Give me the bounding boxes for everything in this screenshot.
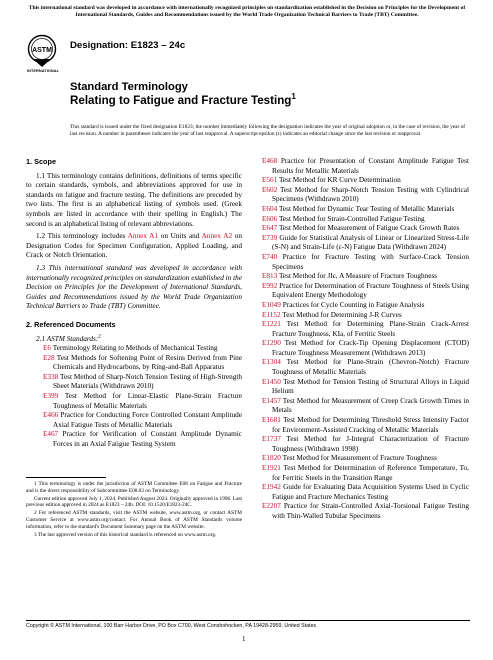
ref-title: Test Method for Determining Plane-Strain Crack-Arrest Fracture Toughness, KIa, of Ferritic Steels [272,320,469,338]
ref-item [262,378,469,397]
astm-logo-icon [27,34,57,70]
annex-a2-link[interactable]: Annex A2 [201,232,233,241]
ref-code-link[interactable]: E466 [43,411,59,420]
refdocs-heading: 2. Referenced Documents [26,319,116,329]
ref-code-link[interactable]: E1921 [262,464,281,472]
ref-code-link[interactable]: E813 [262,272,278,281]
ref-code-link[interactable]: E2207 [262,502,281,511]
ref-item [262,282,469,301]
ref-item [262,205,469,215]
ref-item [262,224,469,234]
ref-code-link[interactable]: E28 [43,353,55,362]
ref-title: Practice for Verification of Constant Amplitude Dynamic Forces in an Axial Fatigue Testing System [53,430,242,449]
page-number: 1 [242,635,246,643]
scope-heading: 1. Scope [26,157,57,166]
ref-item [43,344,242,354]
ref-code-link[interactable]: E647 [262,224,278,233]
ref-code-link[interactable]: E1152 [262,310,281,319]
ref-title: Test Method for Tension Testing of Structural Alloys in Liquid Helium [272,377,469,396]
ref-item [262,483,469,502]
scope-para-3: 1.3 This international standard was developed in accordance with internationally recognized principles on standardization established in the Decision on Principles for the Development of International Standards, Guides and Recommendations issued by the World Trade Organization Technical Barriers to Trade (TBT) Committee. [26,263,242,311]
logo-wordmark: INTERNATIONAL [26,69,60,73]
ref-item [43,354,242,373]
ref-item [262,358,469,377]
ref-code-link[interactable]: E1049 [262,300,281,309]
footnote: Current edition approved July 1, 2024. Published August 2024. Originally approved in 1996. Last previous edition approved in 2024 as E1823 – 24b. DOI: 10.1520/E1823-24C. [26,495,242,509]
ref-title: Test Method for Plane-Strain (Chevron-Notch) Fracture Toughness of Metallic Materials [272,358,469,377]
ref-item [262,301,469,311]
ref-title: Test Method for Linear-Elastic Plane-Strain Fracture Toughness of Metallic Materials [53,392,242,410]
ref-title: Test Method of Sharp-Notch Tension Testing of High-Strength Sheet Materials (Withdrawn 2010) [53,372,242,391]
scope-para-2-text-c: on Designation Codes for Specimen Configuration, Applied Loading, and Crack or Notch Orientation. [26,232,242,260]
refdocs-footnote-ref[interactable]: 2 [98,333,101,340]
ref-code-link[interactable]: E992 [262,281,278,290]
ref-title: Practice for Determination of Fracture Toughness of Steels Using Equivalent Energy Methodology [272,281,469,300]
ref-code-link[interactable]: E1304 [262,358,281,367]
ref-code-link[interactable]: E1221 [262,320,281,329]
ref-title: Practice for Presentation of Constant Amplitude Fatigue Test Results for Metallic Materials [272,157,469,175]
ref-code-link[interactable]: E1450 [262,377,281,386]
title-line-1: Standard Terminology [70,81,188,93]
ref-code-link[interactable]: E6 [43,344,52,353]
ref-item [262,272,469,282]
ref-item [43,430,242,449]
footnote: 3 The last approved version of this historical standard is referenced on www.astm.org. [34,531,217,538]
ref-title: Practice for Conducting Force Controlled Constant Amplitude Axial Fatigue Tests of Metallic Materials [53,411,242,429]
ref-title: Test Method for Measurement of Fatigue Crack Growth Rates [277,224,460,233]
bottom-divider [26,620,470,621]
refdocs-intro [26,335,242,345]
ref-code-link[interactable]: E1820 [262,454,281,463]
ref-code-link[interactable]: E1290 [262,339,281,348]
refdocs-intro-text: 2.1 ASTM Standards: [36,334,99,343]
ref-item [262,435,469,454]
ref-title: Test Methods for Softening Point of Resins Derived from Pine Chemicals and Hydrocarbons, by Ring-and-Ball Apparatus [53,353,242,372]
ref-item [262,234,469,253]
ref-item [262,186,469,205]
scope-para-2-text-b: on Units and [158,232,202,241]
scope-para-2 [26,232,242,261]
ref-title: Guide for Statistical Analysis of Linear or Linearized Stress-Life (S-N) and Strain-Life (ε-N) Fatigue Data (Withdrawn 2024) [272,233,469,252]
ref-item [262,339,469,358]
ref-item [262,464,469,483]
ref-title: Test Method for KR Curve Determination [277,176,401,185]
ref-title: Test Method for JIc, A Measure of Fracture Toughness [277,272,438,281]
title-text: Relating to Fatigue and Fracture Testing [70,94,292,107]
ref-title: Test Method for J-Integral Characterization of Fracture Toughness (Withdrawn 1998) [272,435,469,453]
ref-item [43,411,242,430]
ref-code-link[interactable]: E467 [43,430,59,439]
ref-code-link[interactable]: E338 [43,372,59,381]
ref-item [43,392,242,411]
copyright-line: Copyright © ASTM International, 100 Barr Harbor Drive, PO Box C700, West Conshohocken, PA 19428-2959. United States [26,623,317,629]
ref-title: Test Method for Sharp-Notch Tension Testing with Cylindrical Specimens (Withdrawn 2010) [272,185,469,204]
ref-item [262,215,469,225]
ref-code-link[interactable]: E468 [262,157,278,165]
ref-item [262,320,469,339]
annex-a1-link[interactable]: Annex A1 [127,232,159,241]
title-line-2 [70,94,296,107]
ref-title: Practices for Cycle Counting in Fatigue Analysis [280,300,425,309]
ref-code-link[interactable]: E604 [262,204,278,213]
ref-title: Test Method for Dynamic Tear Testing of Metallic Materials [277,204,455,213]
ref-code-link[interactable]: E1942 [262,483,281,492]
ref-title: Test Method for Measurement of Fracture Toughness [280,454,437,463]
ref-title: Practice for Strain-Controlled Axial-Torsional Fatigue Testing with Thin-Walled Tubular Specimens [272,502,469,520]
ref-code-link[interactable]: E740 [262,252,278,261]
ref-code-link[interactable]: E399 [43,392,59,401]
ref-list-right [262,157,469,522]
svg-text:ASTM: ASTM [32,47,52,54]
designation: Designation: E1823 – 24c [70,40,186,51]
ref-code-link[interactable]: E1681 [262,416,281,425]
scope-para-2-text-a: 1.2 This terminology includes [36,232,128,241]
ref-title: Test Method for Determining Threshold Stress Intensity Factor for Environment-Assisted Cracking of Metallic Materials [272,416,469,434]
ref-item [43,373,242,392]
tbt-notice: This international standard was developed in accordance with internationally recognized principles on standardization established in the Decision on Principles for the Development of International Standards, Guides and Recommendations issued by the World Trade Organization Technical Barriers to Trade (TBT) Committee. [28,5,466,18]
ref-code-link[interactable]: E1737 [262,435,281,444]
title-footnote-ref[interactable]: 1 [291,92,296,102]
ref-title: Test Method for Strain-Controlled Fatigue Testing [277,214,425,223]
ref-title: Practice for Fracture Testing with Surface-Crack Tension Specimens [272,252,469,271]
ref-code-link[interactable]: E739 [262,233,278,242]
footnote: 2 For referenced ASTM standards, visit the ASTM website, www.astm.org, or contact ASTM Customer Service at www.astm.org/contact. For Annual Book of ASTM Standards volume information, refer to the standard's Document Summary page on the ASTM website. [26,510,242,530]
scope-para-1: 1.1 This terminology contains definitions, definitions of terms specific to certain standards, symbols, and abbreviations approved for use in standards on fatigue and fracture testing. The definitions are preceded by two lists. The first is an alphabetical listing of symbols used. (Greek symbols are listed in accordance with their spelling in English.) The second is an alphabetical listing of relevant abbreviations. [26,171,242,228]
ref-title: Test Method for Measurement of Creep Crack Growth Times in Metals [272,396,469,415]
left-column [26,157,242,450]
ref-code-link[interactable]: E606 [262,214,278,223]
ref-title: Test Method for Crack-Tip Opening Displacement (CTOD) Fracture Toughness Measurement (Withdrawn 2013) [272,339,469,357]
ref-item [262,397,469,416]
ref-item [262,416,469,435]
ref-code-link[interactable]: E602 [262,185,278,194]
ref-title: Test Method for Determination of Reference Temperature, To, for Ferritic Steels in the Transition Range [272,464,469,482]
ref-item [262,311,469,321]
ref-code-link[interactable]: E561 [262,176,278,185]
ref-item [262,502,469,521]
ref-title: Guide for Evaluating Data Acquisition Systems Used in Cyclic Fatigue and Fracture Mechanics Testing [272,483,469,501]
issuance-note: This standard is issued under the fixed designation E1823; the number immediately following the designation indicates the year of original adoption or, in the case of revision, the year of last revision. A number in parentheses indicates the year of last reapproval. A superscript epsilon (ε) indicates an editorial change since the last revision or reapproval. [70,124,465,137]
ref-item [262,157,469,176]
ref-title: Test Method for Determining J-R Curves [280,310,402,319]
footnote-divider [26,477,106,478]
ref-item [262,454,469,464]
footnote: 1 This terminology is under the jurisdiction of ASTM Committee E08 on Fatigue and Fracture and is the direct responsibility of Subcommittee E08.02 on Terminology. [26,481,242,494]
ref-item [262,176,469,186]
footnotes [26,481,242,539]
ref-title: Terminology Relating to Methods of Mechanical Testing [51,344,218,353]
ref-item [262,253,469,272]
ref-code-link[interactable]: E1457 [262,396,281,405]
ref-list-left [26,344,242,450]
